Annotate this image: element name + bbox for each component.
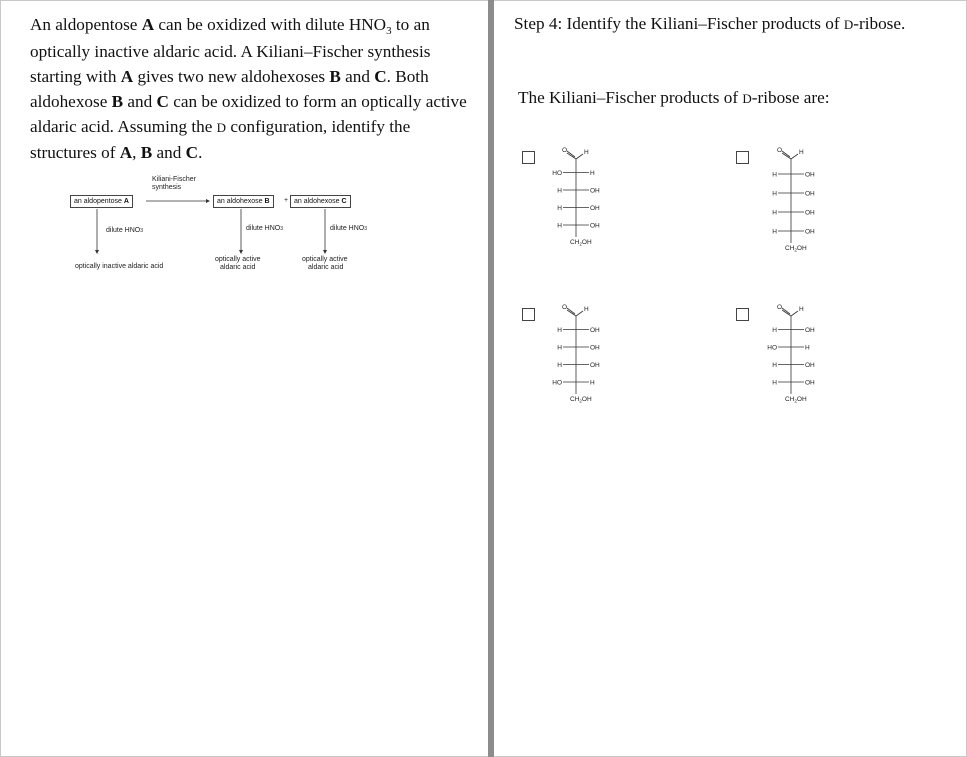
fischer-structure-2 <box>746 142 836 258</box>
stereocenter-right-label: H <box>590 379 595 387</box>
stereocenter-left-label: HO <box>552 169 562 177</box>
aldehyde-h-label: H <box>584 149 589 156</box>
product-3-line2: aldaric acid <box>308 264 344 271</box>
product-1: optically inactive aldaric acid <box>75 263 164 270</box>
fischer-structure-1 <box>531 142 621 252</box>
stereocenter-right-label: H <box>805 344 810 352</box>
stereocenter-left-label: H <box>772 379 777 387</box>
stereocenter-right-label: OH <box>590 326 600 334</box>
kiliani-label: Kiliani-Fischer <box>152 176 196 183</box>
stereocenter-left-label: H <box>557 326 562 334</box>
stereocenter-right-label: OH <box>805 326 815 334</box>
aldehyde-o-label: O <box>562 147 568 154</box>
stereocenter-left-label: H <box>772 228 777 236</box>
step-heading: Step 4: Identify the Kiliani–Fischer products of D-ribose. <box>514 14 906 33</box>
stereocenter-right-label: OH <box>590 344 600 352</box>
stereocenter-right-label: OH <box>590 361 600 369</box>
stereocenter-left-label: HO <box>552 379 562 387</box>
aldohexose-b-box: an aldohexose B <box>213 195 274 208</box>
ch2oh-label: $CH_2OH$ <box>570 239 592 247</box>
aldehyde-h-label: H <box>584 306 589 313</box>
plus-sign: + <box>284 197 289 204</box>
stereocenter-left-label: H <box>772 326 777 334</box>
reagent-3: dilute HNO3 <box>330 225 368 232</box>
aldehyde-h-bond <box>791 154 798 159</box>
reaction-scheme <box>70 170 400 280</box>
stereocenter-right-label: OH <box>805 228 815 236</box>
aldehyde-o-label: O <box>562 304 568 311</box>
product-3-line1: optically active <box>302 256 348 263</box>
product-2-line2: aldaric acid <box>220 264 256 271</box>
ch2oh-label: $CH_2OH$ <box>570 396 592 404</box>
ch2oh-label: $CH_2OH$ <box>785 245 807 253</box>
synthesis-label: synthesis <box>152 184 182 191</box>
aldopentose-box: an aldopentose A <box>70 195 133 208</box>
stereocenter-right-label: OH <box>590 187 600 195</box>
stereocenter-right-label: OH <box>805 379 815 387</box>
column-divider <box>488 0 494 757</box>
reagent-2: dilute HNO3 <box>246 225 284 232</box>
aldehyde-h-label: H <box>799 306 804 313</box>
ch2oh-label: $CH_2OH$ <box>785 396 807 404</box>
stereocenter-left-label: H <box>772 171 777 179</box>
stereocenter-right-label: OH <box>805 361 815 369</box>
aldehyde-h-bond <box>576 154 583 159</box>
stereocenter-right-label: OH <box>590 204 600 212</box>
stereocenter-left-label: H <box>772 209 777 217</box>
stereocenter-left-label: H <box>772 361 777 369</box>
product-2-line1: optically active <box>215 256 261 263</box>
intro-text: The Kiliani–Fischer products of D-ribose are: <box>518 88 830 107</box>
stereocenter-right-label: OH <box>805 171 815 179</box>
stereocenter-left-label: H <box>557 187 562 195</box>
aldohexose-c-box: an aldohexose C <box>290 195 351 208</box>
aldehyde-h-bond <box>576 311 583 316</box>
question-text: An aldopentose A can be oxidized with dilute $HNO_3$ to an optically inactive aldaric acid. A Kiliani–Fischer synthesis starting with A gives two new aldohexoses B and C. Both aldohexose B and C can be oxidized to form an optically active aldaric acid. Assuming the D configuration, identify the structures of A, B and C. <box>30 15 467 162</box>
fischer-structure-4 <box>746 299 836 409</box>
aldehyde-o-label: O <box>777 304 783 311</box>
aldehyde-h-bond <box>791 311 798 316</box>
stereocenter-left-label: H <box>557 204 562 212</box>
stereocenter-left-label: H <box>557 361 562 369</box>
aldehyde-o-label: O <box>777 147 783 154</box>
stereocenter-left-label: H <box>772 190 777 198</box>
fischer-structure-3 <box>531 299 621 409</box>
aldehyde-h-label: H <box>799 149 804 156</box>
reagent-1: dilute HNO3 <box>106 227 144 234</box>
stereocenter-left-label: HO <box>767 344 777 352</box>
stereocenter-left-label: H <box>557 222 562 230</box>
stereocenter-right-label: OH <box>590 222 600 230</box>
question-panel <box>30 13 475 165</box>
stereocenter-right-label: H <box>590 169 595 177</box>
stereocenter-left-label: H <box>557 344 562 352</box>
stereocenter-right-label: OH <box>805 209 815 217</box>
stereocenter-right-label: OH <box>805 190 815 198</box>
